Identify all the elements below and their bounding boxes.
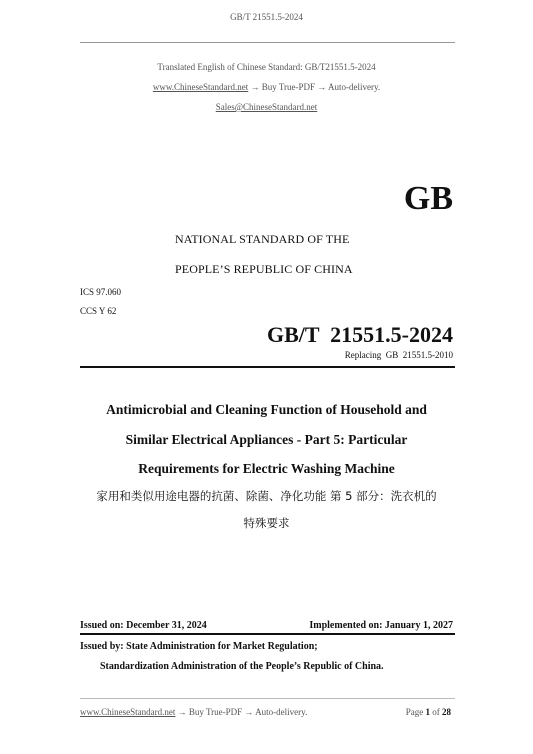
- dates-divider: [80, 633, 455, 635]
- translation-note: Translated English of Chinese Standard: GB/T21551.5-2024: [157, 62, 376, 72]
- footer-promo-text: → Buy True-PDF → Auto-delivery.: [177, 707, 308, 717]
- national-standard-line2: PEOPLE’S REPUBLIC OF CHINA: [175, 262, 353, 276]
- ics-code: ICS 97.060: [80, 287, 122, 297]
- issued-on: Issued on: December 31, 2024: [80, 620, 207, 631]
- running-header: GB/T 21551.5-2024: [230, 12, 303, 22]
- title-divider: [80, 366, 455, 368]
- page-indicator: [406, 707, 451, 717]
- gb-mark: GB: [403, 180, 453, 217]
- ccs-code: CCS Y 62: [80, 306, 117, 316]
- page-current: 1: [425, 707, 430, 717]
- promo-text: → Buy True-PDF → Auto-delivery.: [250, 82, 381, 92]
- email-line: [0, 102, 533, 112]
- title-cn-line2: 特殊要求: [243, 516, 290, 530]
- footer-site-link[interactable]: www.ChineseStandard.net: [80, 707, 176, 717]
- title-cn-line1: 家用和类似用途电器的抗菌、除菌、净化功能 第 5 部分：洗衣机的: [96, 489, 437, 503]
- email-link[interactable]: Sales@ChineseStandard.net: [215, 102, 318, 112]
- page-label: Page: [405, 707, 424, 717]
- issued-by-line2: Standardization Administration of the People’s Republic of China.: [100, 661, 384, 672]
- implemented-on: Implemented on: January 1, 2027: [309, 620, 453, 631]
- page-of: of: [432, 707, 440, 717]
- issued-by-line1: Issued by: State Administration for Market Regulation;: [80, 641, 318, 652]
- page-total: 28: [442, 707, 451, 717]
- footer-promo: [80, 707, 307, 717]
- title-en-line3: Requirements for Electric Washing Machine: [138, 461, 395, 476]
- header-divider: [80, 42, 455, 43]
- title-en-line2: Similar Electrical Appliances - Part 5: Particular: [125, 432, 408, 447]
- site-link[interactable]: www.ChineseStandard.net: [152, 82, 249, 92]
- promo-line: [0, 82, 533, 92]
- replacing-note: Replacing GB 21551.5-2010: [344, 350, 453, 360]
- title-en-line1: Antimicrobial and Cleaning Function of Household and: [106, 402, 427, 417]
- national-standard-line1: NATIONAL STANDARD OF THE: [175, 232, 350, 246]
- footer-divider: [80, 698, 455, 699]
- standard-number: GB/T 21551.5-2024: [266, 322, 453, 347]
